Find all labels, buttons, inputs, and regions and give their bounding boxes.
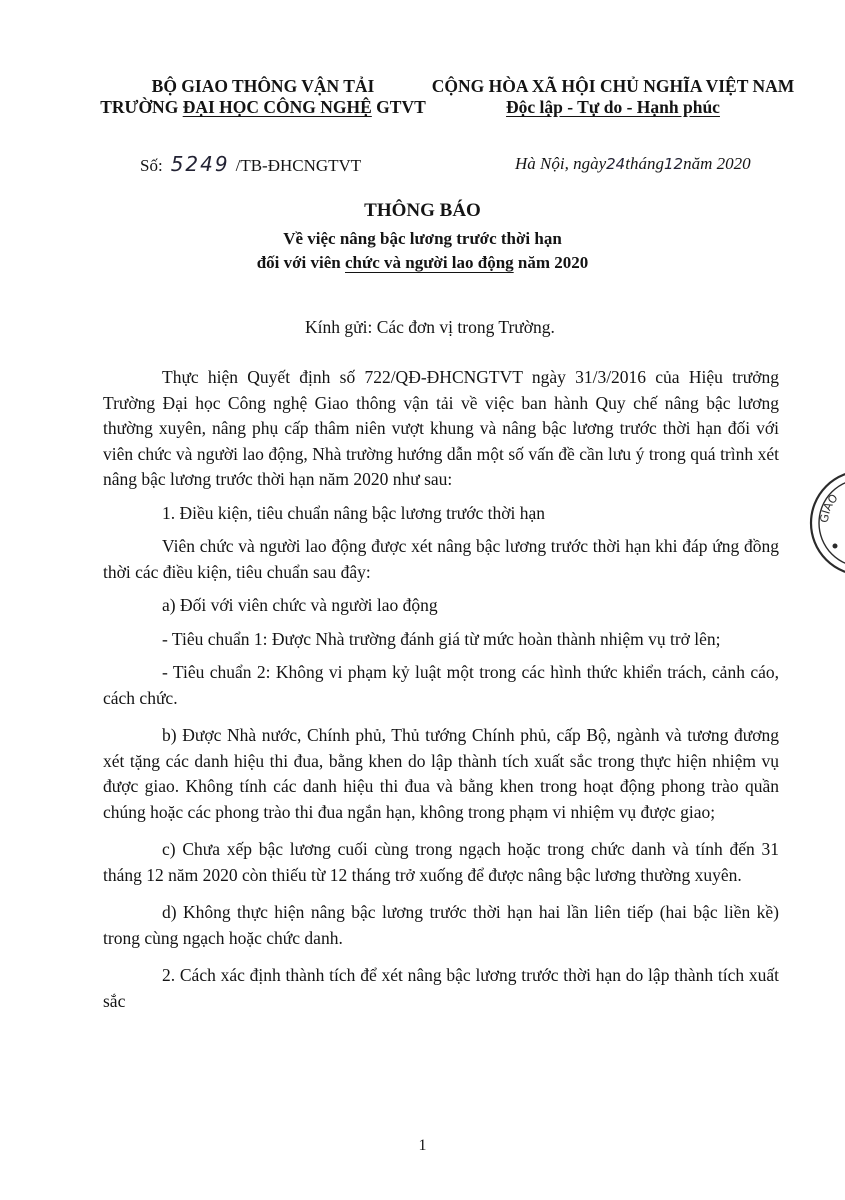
handwritten-day: 24 (606, 155, 626, 173)
recipient-line: Kính gửi: Các đơn vị trong Trường. (305, 317, 555, 337)
stamp-text: GIAO (817, 491, 841, 524)
section-heading-1: 1. Điều kiện, tiêu chuẩn nâng bậc lương trước thời hạn (162, 502, 546, 523)
national-motto: Độc lập - Tự do - Hạnh phúc (506, 97, 720, 117)
document-title: THÔNG BÁO (364, 200, 481, 221)
section-heading-2: 2. Cách xác định thành tích để xét nâng bậc lương trước thời hạn do lập thành tích xuất sắc (103, 965, 779, 1011)
document-number: Số: 5249 /TB-ĐHCNGTVT (140, 152, 362, 176)
list-item: d) Không thực hiện nâng bậc lương trước thời hạn hai lần liên tiếp (hai bậc liền kề) trong cùng ngạch hoặc chức danh. (103, 902, 779, 948)
list-item: - Tiêu chuẩn 2: Không vi phạm kỷ luật một trong các hình thức khiển trách, cảnh cáo, cách chức. (103, 662, 779, 708)
list-item: b) Được Nhà nước, Chính phủ, Thủ tướng Chính phủ, cấp Bộ, ngành và tương đương xét tặng các danh hiệu thi đua, bằng khen do lập thành tích xuất sắc trong thực hiện nhiệm vụ được giao. Không tính các danh hiệu thi đua và bằng khen trong hoạt động phong trào quần chúng hoặc các phong trào thi đua ngắn hạn, không trong phạm vi nhiệm vụ được giao; (103, 725, 779, 822)
document-subtitle-line2: đối với viên chức và người lao động năm 2020 (256, 253, 589, 272)
country-name: CỘNG HÒA XÃ HỘI CHỦ NGHĨA VIỆT NAM (431, 76, 795, 96)
handwritten-month: 12 (663, 155, 684, 173)
school-name: TRƯỜNG ĐẠI HỌC CÔNG NGHỆ GTVT (100, 97, 426, 117)
issue-date: Hà Nội, ngày24tháng12năm 2020 (515, 154, 751, 173)
document-subtitle-line1: Về việc nâng bậc lương trước thời hạn (283, 229, 562, 248)
list-item: c) Chưa xếp bậc lương cuối cùng trong ngạch hoặc trong chức danh và tính đến 31 tháng 12 năm 2020 còn thiếu từ 12 tháng trở xuống để được nâng bậc lương thường xuyên. (103, 839, 779, 885)
list-item: a) Đối với viên chức và người lao động (162, 595, 438, 615)
page-number: 1 (418, 1137, 427, 1154)
list-item: - Tiêu chuẩn 1: Được Nhà trường đánh giá từ mức hoàn thành nhiệm vụ trở lên; (162, 628, 721, 649)
ministry-name: BỘ GIAO THÔNG VẬN TẢI (151, 76, 375, 96)
official-stamp-icon (808, 468, 845, 578)
paragraph-intro: Thực hiện Quyết định số 722/QĐ-ĐHCNGTVT ngày 31/3/2016 của Hiệu trưởng Trường Đại học Công nghệ Giao thông vận tải về việc ban hành Quy chế nâng bậc lương thường xuyên, nâng phụ cấp thâm niên vượt khung và nâng bậc lương trước thời hạn đối với viên chức và người lao động, Nhà trường hướng dẫn một số vấn đề cần lưu ý trong quá trình xét nâng bậc lương trước thời hạn năm 2020 như sau: (103, 367, 779, 489)
handwritten-number: 5249 (170, 152, 230, 176)
national-header (430, 76, 796, 118)
paragraph: Viên chức và người lao động được xét nâng bậc lương trước thời hạn khi đáp ứng đồng thời các điều kiện, tiêu chuẩn sau đây: (103, 536, 779, 582)
agency-header (98, 76, 428, 118)
document-body (103, 365, 779, 1014)
